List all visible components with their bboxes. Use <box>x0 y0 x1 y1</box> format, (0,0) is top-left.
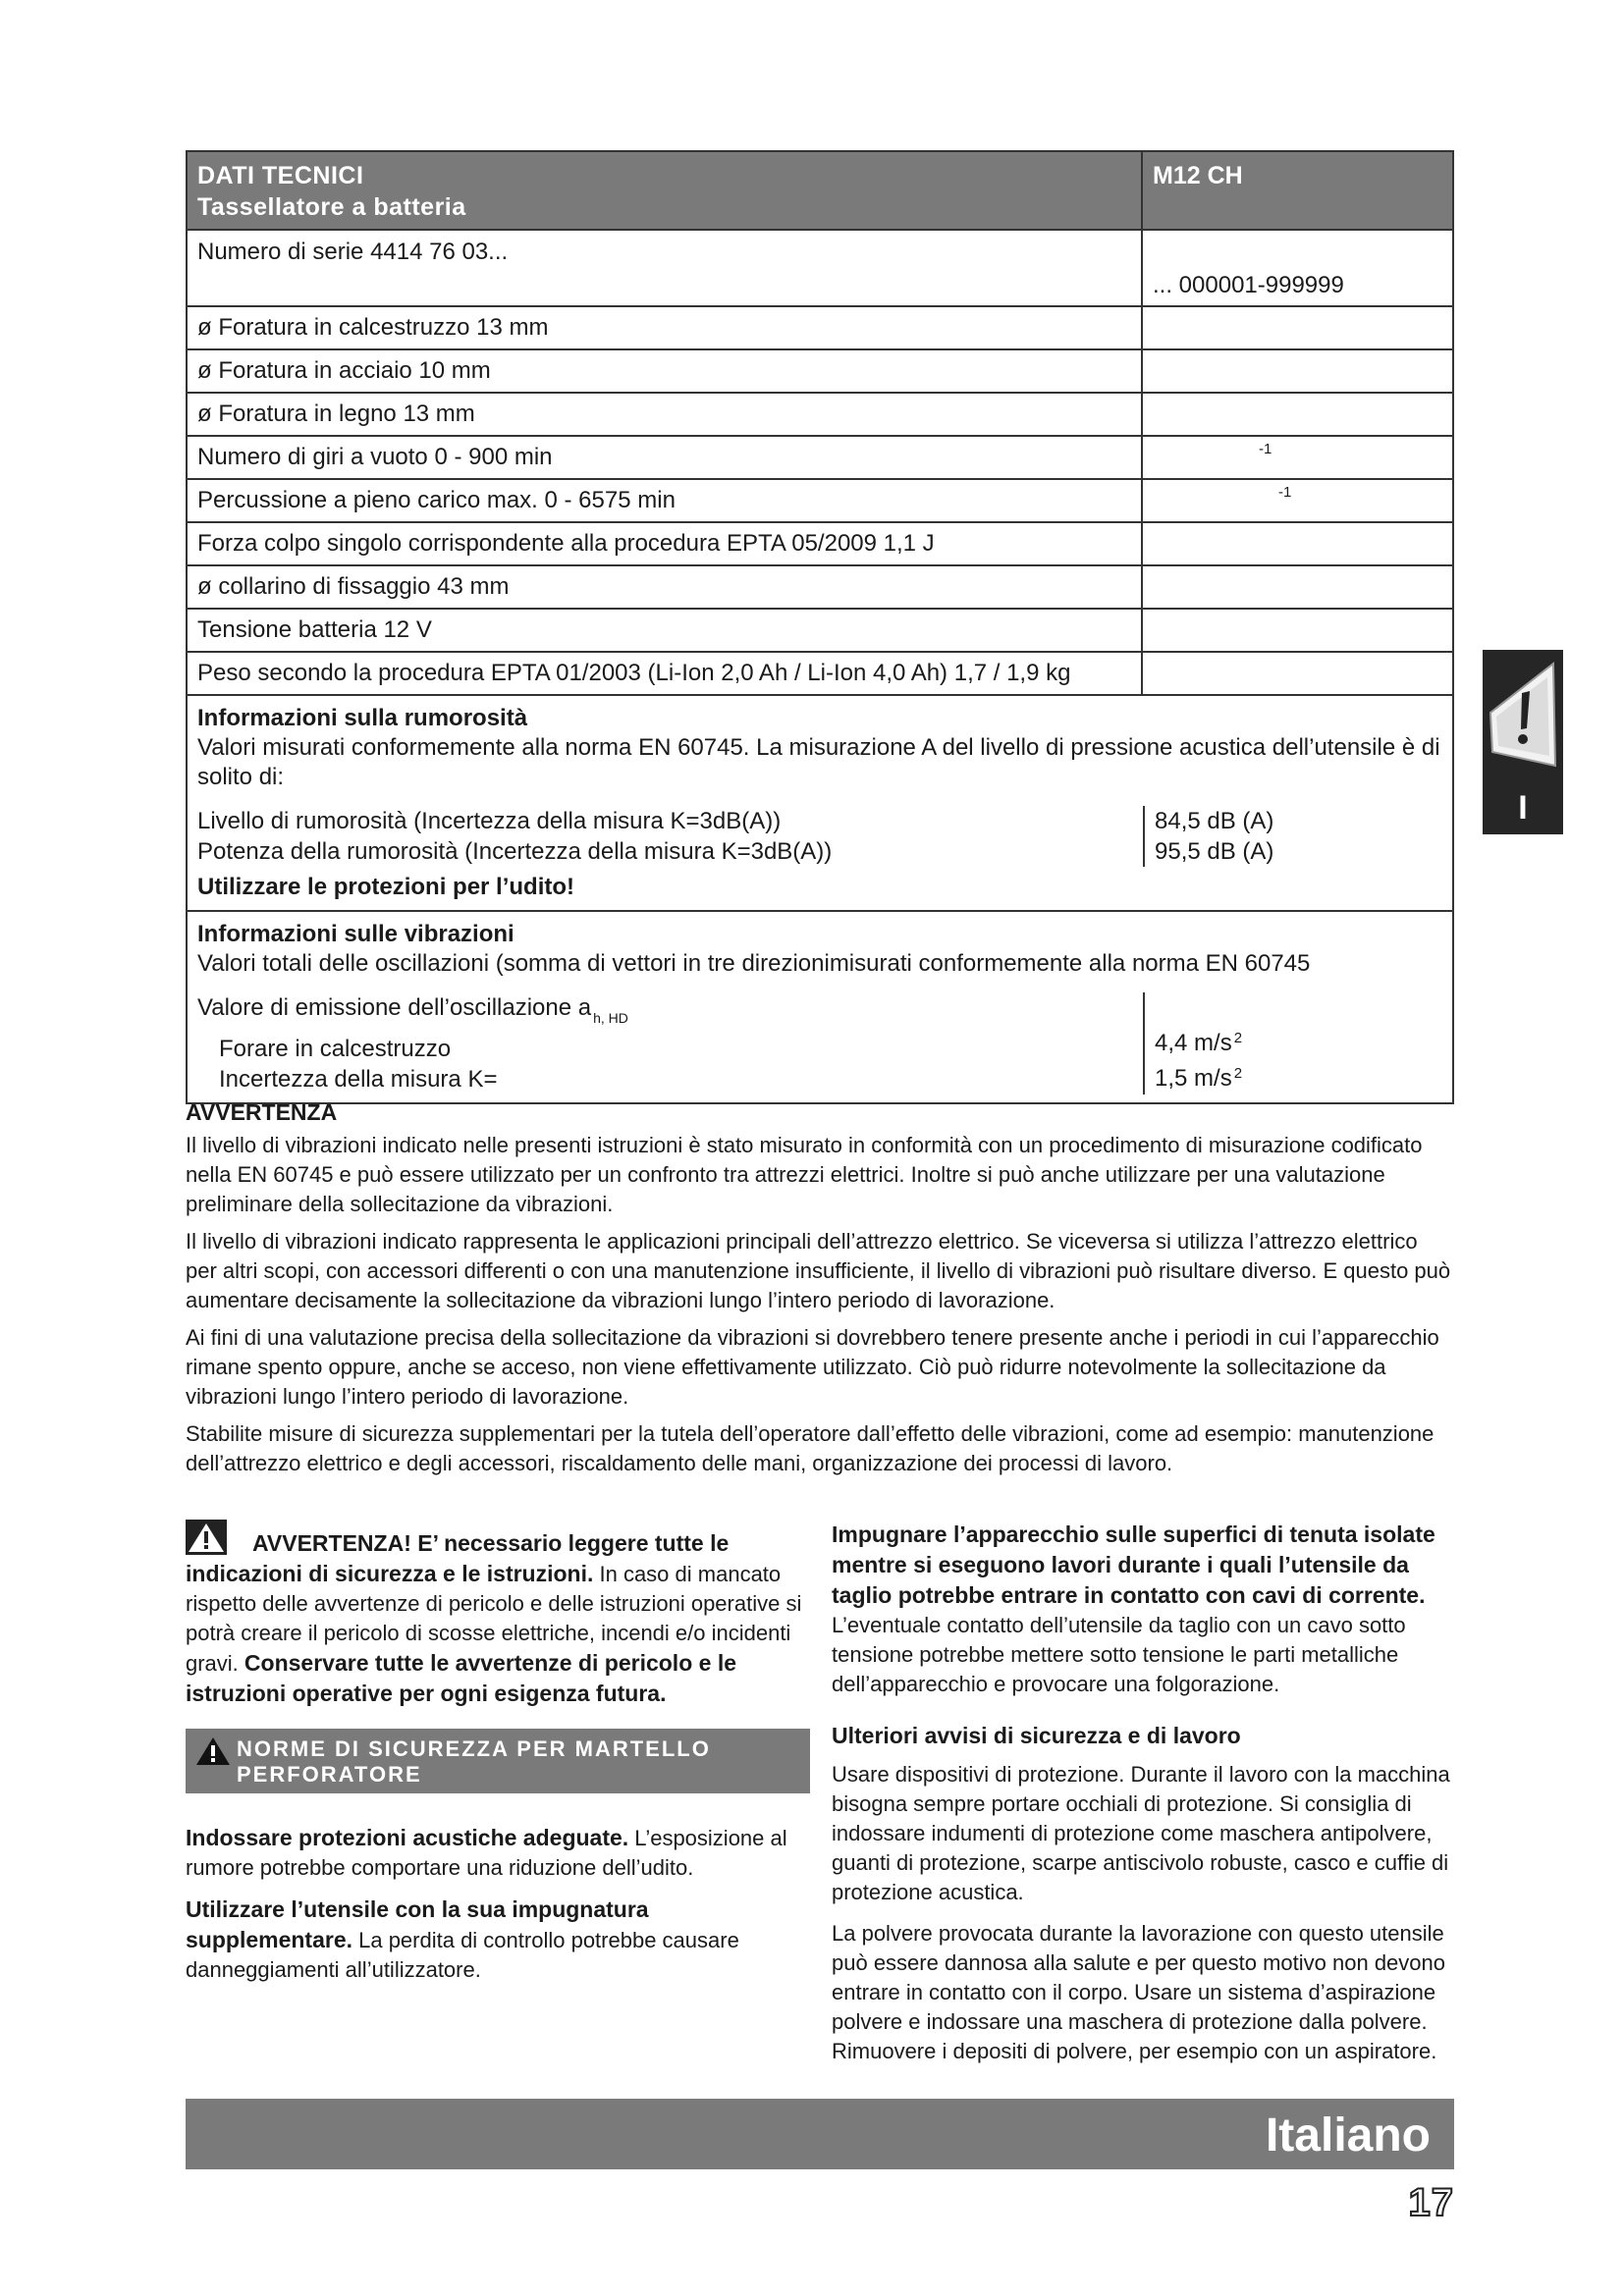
language-letter: I <box>1518 789 1528 827</box>
unit-superscript: -1 <box>1278 484 1292 501</box>
table-row: Percussione a pieno carico max. 0 - 6575 min -1 <box>188 480 1452 523</box>
noise-title: Informazioni sulla rumorosità <box>197 705 528 731</box>
left-column: AVVERTENZA! E’ necessario leggere tutte le indicazioni di sicurezza e le istruzioni. In caso di mancato rispetto delle avvertenze di pericolo e delle istruzioni operative si potrà creare il pericolo di scosse elettriche, incendi e/o incidenti gravi. Conservare tutte le avvertenze di pericolo e le istruzioni operative per ogni esigenza futura. NORME DI SICUREZZA PER MARTELLO PERFORATORE Indossare protezioni acustiche adeguate. L’esposizione al rumore potrebbe comportare una riduzione dell’udito. Utilizzare l’utensile con la sua impugnatura supplementare. La perdita di controllo potrebbe causare danneggiamenti all’utilizzatore. <box>186 1520 810 1997</box>
table-row: Numero di serie 4414 76 03... ... 000001-999999 <box>188 231 1452 307</box>
unit-superscript: -1 <box>1259 441 1272 457</box>
table-row: Peso secondo la procedura EPTA 01/2003 (Li-Ion 2,0 Ah / Li-Ion 4,0 Ah) 1,7 / 1,9 kg <box>188 653 1452 696</box>
avvertenza-section: AVVERTENZA Il livello di vibrazioni indicato nelle presenti istruzioni è stato misurato in conformità con un procedimento di misurazione codificato nella EN 60745 e può essere utilizzato per un confronto tra attrezzi elettrici. Inoltre si può anche utilizzare per una valutazione preliminare della sollecitazione da vibrazioni. Il livello di vibrazioni indicato rappresenta le applicazioni principali dell’attrezzo elettrico. Se viceversa si utilizza l’attrezzo elettrico per altri scopi, con accessori differenti o con una manutenzione insufficiente, il livello di vibrazioni può risultare diverso. E questo può aumentare decisamente la sollecitazione da vibrazioni lungo l’intero periodo di lavorazione. Ai fini di una valutazione precisa della sollecitazione da vibrazioni si dovrebbero tenere presente anche i periodi in cui l’apparecchio rimane spento oppure, anche se acceso, non viene effettivamente utilizzato. Ciò può ridurre notevolmente la sollecitazione da vibrazioni lungo l’intero periodo di lavorazione. Stabilite misure di sicurezza supplementari per la tutela dell’operatore dall’effetto delle vibrazioni, come ad esempio: manutenzione dell’attrezzo elettrico e degli accessori, riscaldamento delle mani, organizzazione dei processi di lavoro. <box>186 1097 1454 1486</box>
table-row: Tensione batteria 12 V <box>188 610 1452 653</box>
tech-data-table <box>186 150 1454 1104</box>
language-side-tab <box>1483 650 1563 834</box>
warning-triangle-icon <box>186 1520 227 1555</box>
hearing-protection-note: Utilizzare le protezioni per l’udito! <box>197 874 575 900</box>
warning-icon <box>1483 656 1563 783</box>
noise-power-value: 95,5 dB (A) <box>1155 838 1274 865</box>
table-row: ø collarino di fissaggio 43 mm <box>188 566 1452 610</box>
page-number: 17 <box>1408 2181 1454 2224</box>
noise-pressure-value: 84,5 dB (A) <box>1155 808 1274 834</box>
general-warning: AVVERTENZA! E’ necessario leggere tutte le indicazioni di sicurezza e le istruzioni. In caso di mancato rispetto delle avvertenze di pericolo e delle istruzioni operative si potrà creare il pericolo di scosse elettriche, incendi e/o incidenti gravi. Conservare tutte le avvertenze di pericolo e le istruzioni operative per ogni esigenza futura. <box>186 1520 810 1709</box>
vibration-value: 4,4 m/s <box>1155 1030 1232 1056</box>
warning-triangle-icon <box>195 1736 231 1766</box>
table-row: ø Foratura in legno 13 mm <box>188 394 1452 437</box>
further-warnings-heading: Ulteriori avvisi di sicurezza e di lavoro <box>832 1723 1241 1748</box>
right-column: Impugnare l’apparecchio sulle superfici di tenuta isolate mentre si eseguono lavori durante i quali l’utensile da taglio potrebbe entrare in contatto con cavi di corrente. L’eventuale contatto dell’utensile da taglio con un cavo sotto tensione potrebbe mettere sotto tensione le parti metalliche dell’apparecchio e provocare una folgorazione. Ulteriori avvisi di sicurezza e di lavoro Usare dispositivi di protezione. Durante il lavoro con la macchina bisogna sempre portare occhiali di protezione. Si consiglia di indossare indumenti di protezione come maschera antipolvere, guanti di protezione, scarpe antiscivolo robuste, casco e cuffie di protezione acustica. La polvere provocata durante la lavorazione con questo utensile può essere dannosa alla salute e per questo motivo non devono entrare in contatto con il corpo. Usare un sistema d’aspirazione polvere e indossare una maschera di protezione dalla polvere. Rimuovere i depositi di polvere, per esempio con un aspiratore. <box>832 1520 1454 2078</box>
table-row: ø Foratura in acciaio 10 mm <box>188 350 1452 394</box>
table-subtitle: Tassellatore a batteria <box>197 193 466 221</box>
table-title: DATI TECNICI <box>197 162 364 189</box>
vibration-title: Informazioni sulle vibrazioni <box>197 921 514 947</box>
table-row: Forza colpo singolo corrispondente alla procedura EPTA 05/2009 1,1 J <box>188 523 1452 566</box>
model-name: M12 CH <box>1153 162 1243 189</box>
table-row: Numero di giri a vuoto 0 - 900 min -1 <box>188 437 1452 480</box>
table-row: ø Foratura in calcestruzzo 13 mm <box>188 307 1452 350</box>
uncertainty-value: 1,5 m/s <box>1155 1065 1232 1092</box>
avvertenza-heading: AVVERTENZA <box>186 1099 338 1125</box>
language-footer-bar: Italiano <box>186 2099 1454 2169</box>
noise-info: Informazioni sulla rumorosità Valori misurati conformemente alla norma EN 60745. La misurazione A del livello di pressione acustica dell’utensile è di solito di: Livello di rumorosità (Incertezza della misura K=3dB(A)) Potenza della rumorosità (Incertezza della misura K=3dB(A)) 84,5 dB (A) 95,5 dB (A) Utilizzare le protezioni per l’udito! <box>188 696 1452 912</box>
section-heading: NORME DI SICUREZZA PER MARTELLO PERFORATORE <box>186 1729 810 1793</box>
vibration-info: Informazioni sulle vibrazioni Valori totali delle oscillazioni (somma di vettori in tre direzionimisurati conformemente alla norma EN 60745 Valore di emissione dell’oscillazione a $_{h, HD}$ Forare in calcestruzzo Incertezza della misura K= 4,4 m/s $^2$ 1,5 m/s $^2$ <box>188 912 1452 1102</box>
table-header <box>188 152 1452 231</box>
